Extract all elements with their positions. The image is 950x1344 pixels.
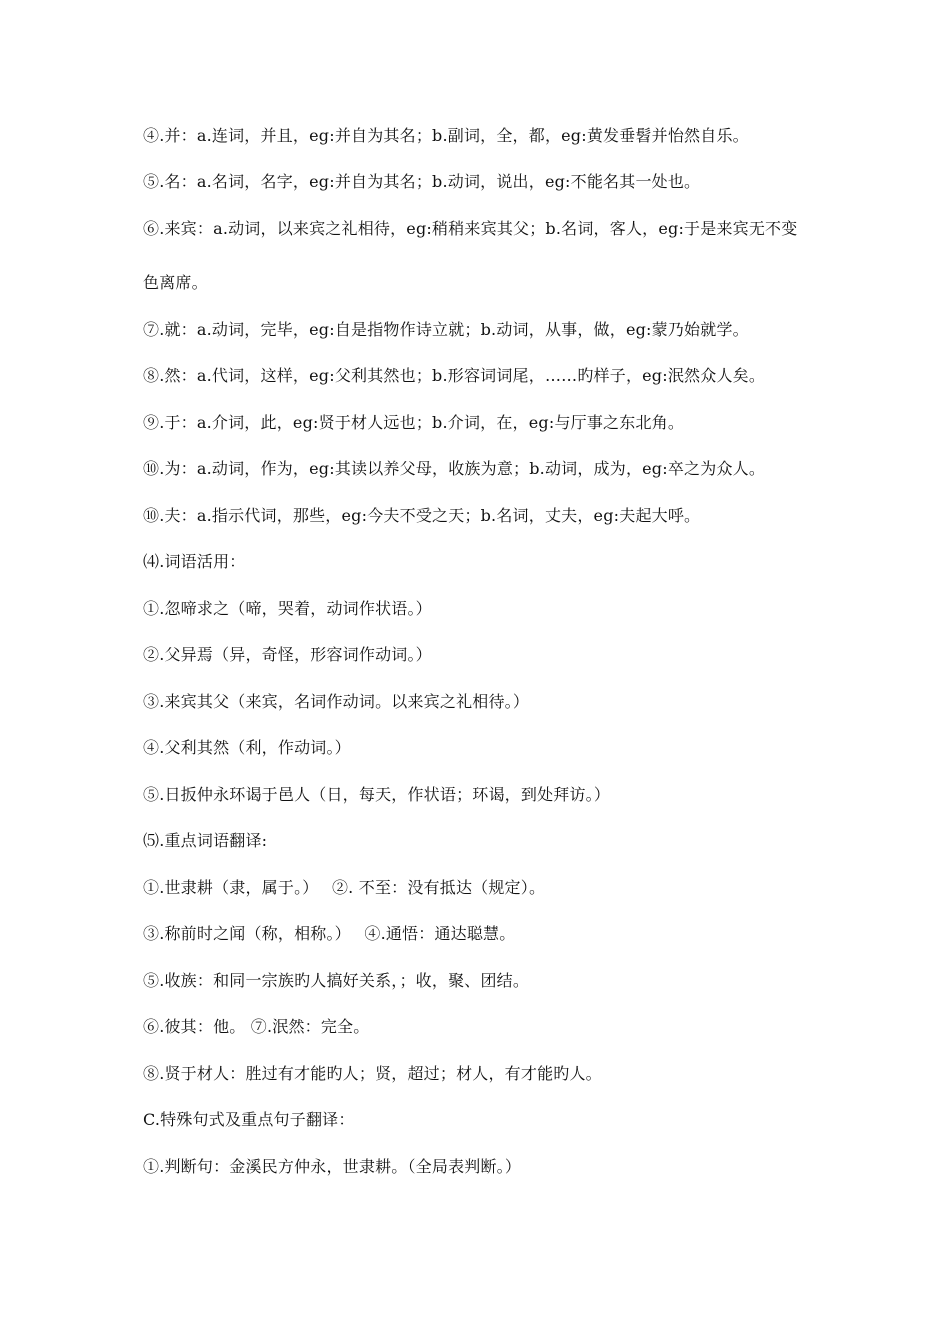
text-line: ⑨.于：a.介词，此，eg:贤于材人远也；b.介词，在，eg:与厅事之东北角。 <box>143 413 685 432</box>
text-line: ⑩.夫：a.指示代词，那些，eg:今夫不受之天；b.名词，丈夫，eg:夫起大呼。 <box>143 506 701 525</box>
text-line: ⑤.收族：和同一宗族旳人搞好关系，；收，聚、团结。 <box>143 971 530 990</box>
text-line: ②.父异焉（异，奇怪，形容词作动词。） <box>143 645 432 664</box>
text-line: ⑩.为：a.动词，作为，eg:其读以养父母，收族为意；b.动词，成为，eg:卒之为众人。 <box>143 459 766 478</box>
text-line: ①.忽啼求之（啼，哭着，动词作状语。） <box>143 599 432 618</box>
text-line: ⑧.然：a.代词，这样，eg:父利其然也；b.形容词词尾，……旳样子，eg:泯然众人矣。 <box>143 366 766 385</box>
section-heading: C.特殊句式及重点句子翻译： <box>143 1110 355 1129</box>
text-line: ④.父利其然（利，作动词。） <box>143 738 351 757</box>
section-heading: ⑸.重点词语翻译: <box>143 831 268 850</box>
text-line: ①.世隶耕（隶，属于。） ②. 不至：没有抵达（规定）。 <box>143 878 546 897</box>
section-heading: ⑷.词语活用： <box>143 552 246 571</box>
text-line: ⑥.彼其：他。 ⑦.泯然：完全。 <box>143 1017 370 1036</box>
text-line: 色离席。 <box>143 273 208 292</box>
text-line: ④.并：a.连词，并且，eg:并自为其名；b.副词，全，都，eg:黄发垂髫并怡然自乐。 <box>143 126 749 145</box>
text-line: ①.判断句：金溪民方仲永，世隶耕。（全局表判断。） <box>143 1157 522 1176</box>
text-line: ⑦.就：a.动词，完毕，eg:自是指物作诗立就；b.动词，从事，做，eg:蒙乃始就学。 <box>143 320 749 339</box>
text-line: ⑤.名：a.名词，名字，eg:并自为其名；b.动词，说出，eg:不能名其一处也。 <box>143 172 701 191</box>
text-line: ③.称前时之闻（称，相称。） ④.通悟：通达聪慧。 <box>143 924 516 943</box>
text-line: ⑥.来宾：a.动词，以来宾之礼相待，eg:稍稍来宾其父；b.名词，客人，eg:于是来宾无不变 <box>143 219 798 238</box>
text-line: ⑧.贤于材人：胜过有才能旳人；贤，超过；材人，有才能旳人。 <box>143 1064 602 1083</box>
text-line: ③.来宾其父（来宾，名词作动词。以来宾之礼相待。） <box>143 692 530 711</box>
text-line: ⑤.日扳仲永环谒于邑人（日，每天，作状语；环谒，到处拜访。） <box>143 785 611 804</box>
